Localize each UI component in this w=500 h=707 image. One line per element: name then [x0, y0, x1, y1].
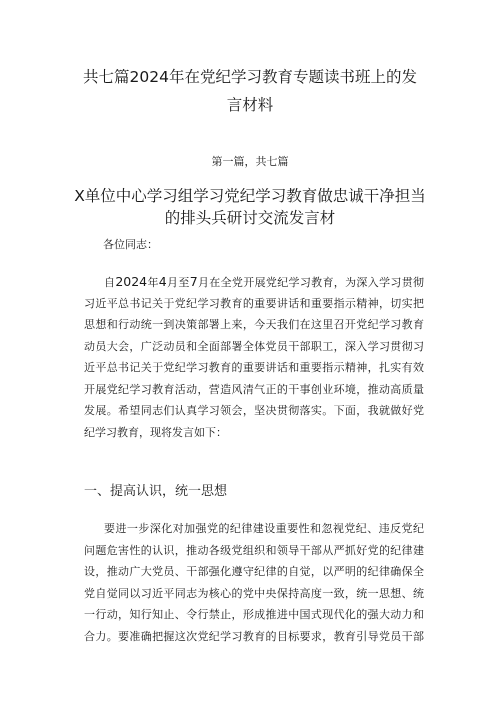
paragraph-line: 一行动，知行知止、令行禁止，形成推进中国式现代化的强大动力和 — [84, 608, 424, 621]
paragraph-line: 自2024年4月至7月在全党开展党纪学习教育，为深入学习贯彻 — [104, 274, 424, 289]
speech-title-line: 的排头兵研讨交流发言材 — [164, 209, 336, 227]
section-label: 第一篇，共七篇 — [211, 155, 289, 168]
document-title — [60, 63, 440, 119]
paragraph-line: 思想和行动统一到决策部署上来，今天我们在这里召开党纪学习教育 — [84, 318, 424, 331]
paragraph — [84, 518, 424, 647]
paragraph-line: 纪学习教育，现将发言如下： — [84, 425, 227, 439]
paragraph-line: 动员大会，广泛动员和全面部署全体党员干部职工，深入学习贯彻习 — [84, 339, 424, 353]
speech-title — [70, 185, 430, 229]
paragraph-line: 问题危害性的认识，推动各级党组织和领导干部从严抓好党的纪律建 — [84, 543, 424, 557]
paragraph-line: 设，推动广大党员、干部强化遵守纪律的自觉，以严明的纪律确保全 — [84, 565, 424, 578]
section-heading: 一、提高认识，统一思想 — [84, 484, 228, 499]
paragraph-line: 发展。希望同志们认真学习领会，坚决贯彻落实。下面，我就做好党 — [84, 404, 424, 417]
paragraph — [84, 271, 424, 443]
paragraph-line: 开展党纪学习教育活动，营造风清气正的干事创业环境，推动高质量 — [84, 382, 424, 396]
paragraph-line: 要进一步深化对加强党的纪律建设重要性和忽视党纪、违反党纪 — [104, 522, 424, 535]
salutation: 各位同志： — [103, 238, 158, 251]
paragraph-line: 近平总书记关于党纪学习教育的重要讲话和重要指示精神，扎实有效 — [84, 361, 424, 374]
paragraph-line: 合力。要准确把握这次党纪学习教育的目标要求，教育引导党员干部 — [84, 629, 424, 643]
paragraph-line: 党自觉同以习近平同志为核心的党中央保持高度一致，统一思想、统 — [84, 586, 424, 600]
speech-title-line: X单位中心学习组学习党纪学习教育做忠诚干净担当 — [74, 187, 426, 205]
title-line: 言材料 — [226, 96, 274, 114]
paragraph-line: 习近平总书记关于党纪学习教育的重要讲话和重要指示精神，切实把 — [84, 296, 424, 310]
title-line: 共七篇2024年在党纪学习教育专题读书班上的发 — [83, 68, 417, 86]
